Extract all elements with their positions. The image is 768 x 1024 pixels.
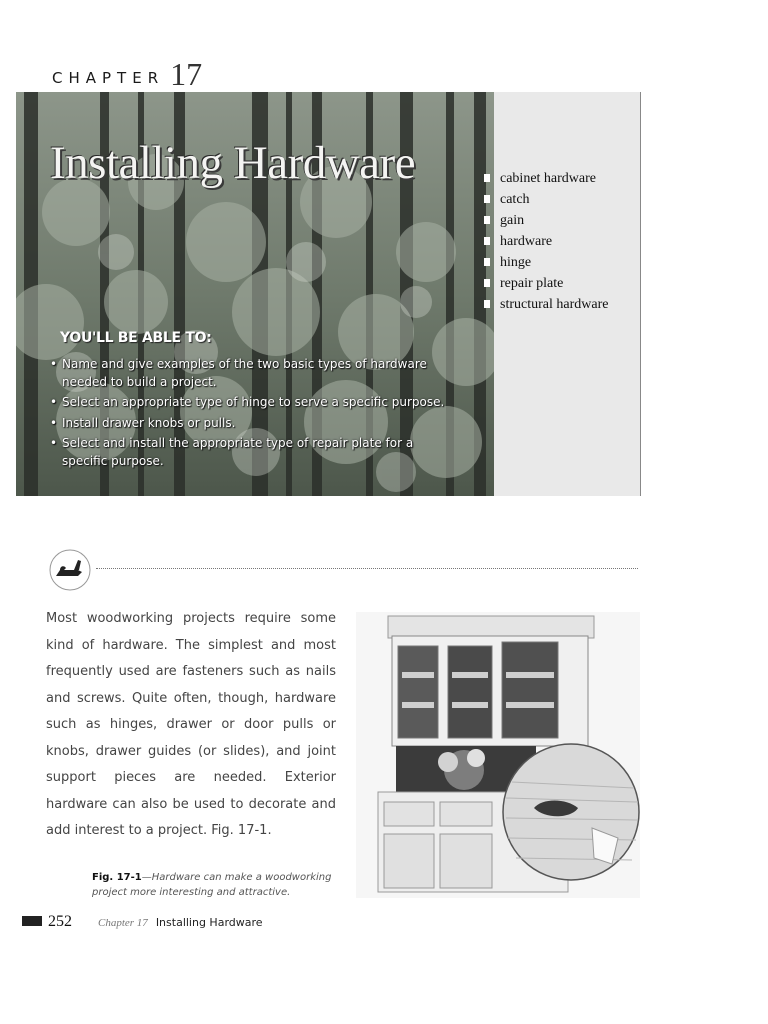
figure-label: Fig. 17-1 [92,872,142,883]
figure-caption [92,870,347,900]
square-bullet-icon [484,174,490,182]
objective-item: • Select and install the appropriate type of repair plate for a specific purpose. [50,436,414,468]
objectives-list [48,356,448,473]
square-bullet-icon [484,195,490,203]
vocab-term: repair plate [484,273,608,294]
page-number: 252 [48,913,72,930]
vocab-term: structural hardware [484,294,608,315]
square-bullet-icon [484,300,490,308]
section-divider [96,568,638,569]
square-bullet-icon [484,279,490,287]
vocab-term: cabinet hardware [484,168,608,189]
chapter-title: Installing Hardware [50,137,416,189]
square-bullet-icon [484,258,490,266]
objective-item: • Name and give examples of the two basic types of hardware needed to build a project. [50,357,427,389]
body-paragraph: Most woodworking projects require some kind of hardware. The simplest and most frequently used are fasteners such as nails and screws. Quite often, though, hardware such as hinges, drawer or door pulls or knobs, drawer guides (or slides), and joint support pieces are needed. Exterior hardware can also be used to decorate and add interest to a project. Fig. 17-1. [46,611,336,838]
vocab-term: hardware [484,231,608,252]
square-bullet-icon [484,237,490,245]
figure-caption-text: Hardware can make a woodworking project more interesting and attractive. [92,872,332,898]
objectives-heading: YOU'LL BE ABLE TO: [60,330,212,346]
footer-chapter-label: Chapter 17 [98,917,148,929]
footer-mark-icon [22,916,42,926]
square-bullet-icon [484,216,490,224]
bullet-icon: • [50,357,58,371]
chapter-heading [52,58,202,90]
vocab-term: gain [484,210,608,231]
bullet-icon: • [50,415,58,430]
chapter-opener-photo [16,92,494,496]
vocabulary-terms [484,168,608,315]
hand-plane-icon [48,548,92,592]
footer-chapter-title: Installing Hardware [155,916,263,929]
chapter-label: CHAPTER [52,69,165,87]
chapter-number: 17 [170,56,203,92]
objective-item: • Install drawer knobs or pulls. [48,415,448,433]
page-footer [22,913,263,931]
objective-item: • Select an appropriate type of hinge to serve a specific purpose. [48,394,448,412]
figure-dash: — [141,872,152,883]
vocab-term: hinge [484,252,608,273]
bullet-icon: • [50,395,58,409]
hutch-cabinet-photo [356,612,640,898]
vocab-term: catch [484,189,608,210]
bullet-icon: • [50,436,58,450]
